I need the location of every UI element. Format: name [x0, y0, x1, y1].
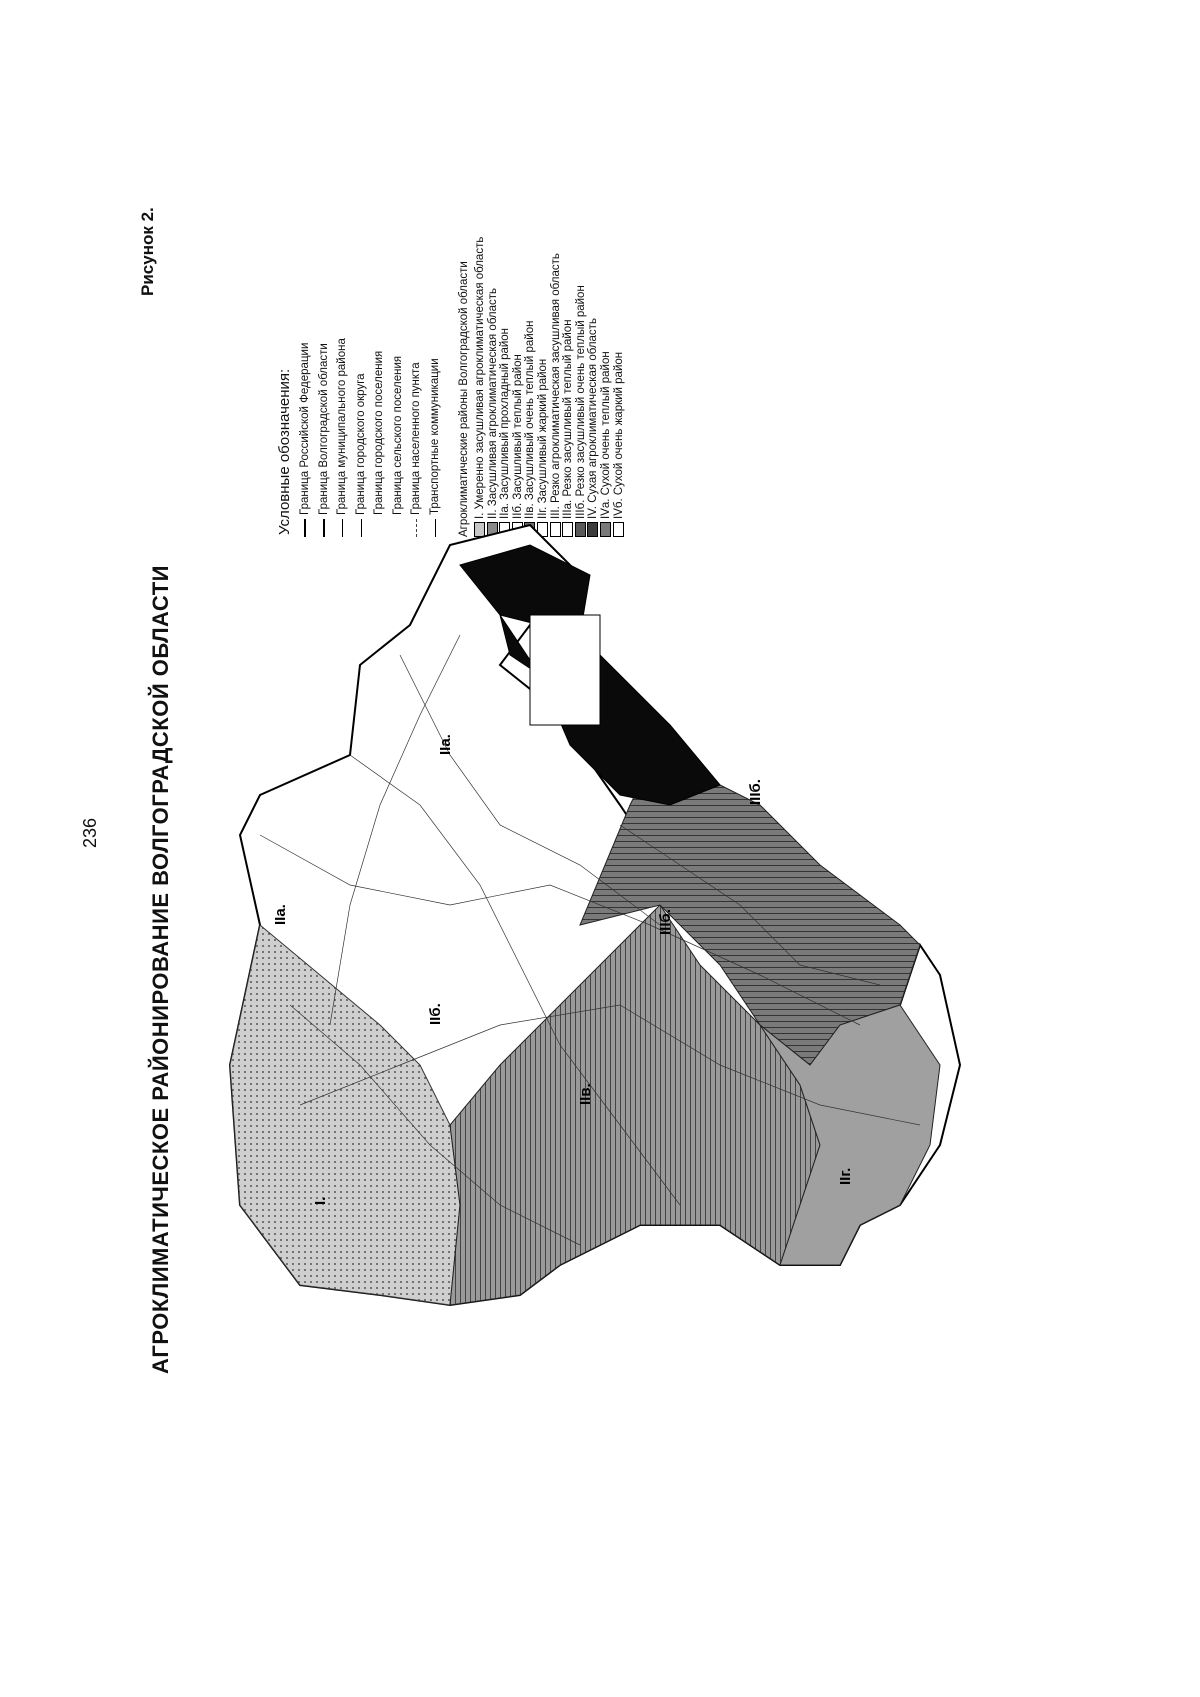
zone-label-iiv: IIв. [577, 1083, 594, 1105]
zone-label-iia-right: IIа. [437, 734, 454, 755]
legend-zone-label: I. Умеренно засушливая агроклиматическая область [473, 236, 486, 519]
map-svg [200, 505, 990, 1315]
map-title: АГРОКЛИМАТИЧЕСКОЕ РАЙОНИРОВАНИЕ ВОЛГОГРАДСКОЙ ОБЛАСТИ [148, 565, 173, 1374]
zone-label-iiib-center: IIIб. [657, 909, 674, 935]
legend-line-label: Граница сельского поселения [391, 355, 404, 515]
legend-zone-label: IVа. Сухой очень теплый район [599, 351, 612, 519]
zone-label-iib: IIб. [427, 1003, 444, 1025]
legend-title: Условные обозначения: [276, 368, 293, 535]
legend-zone-label: IIIа. Резко засушливый теплый район [561, 319, 574, 519]
page-number: 236 [80, 817, 100, 848]
legend-line-label: Транспортные коммуникации [428, 358, 441, 515]
legend-line-label: Граница муниципального района [336, 338, 348, 515]
zone-label-iva: IVа. [497, 718, 514, 745]
legend-zones-heading: Агроклиматические районы Волгоградской области [458, 261, 470, 537]
legend-line-label: Граница Российской Федерации [299, 342, 311, 515]
legend-zone-label: IIа. Засушливый прохладный район [498, 327, 511, 519]
legend-zone-label: II. Засушливая агроклиматическая область [486, 287, 499, 519]
legend-zone-label: IV. Сухая агроклиматическая область [586, 318, 599, 519]
zone-IVb-blank [530, 615, 600, 725]
legend-zone-label: III. Резко агроклиматическая засушливая область [549, 253, 562, 519]
legend-zone-label: IIб. Засушливый теплый район [511, 354, 524, 519]
legend-zone-item [574, 285, 587, 537]
agroclimatic-map [200, 505, 990, 1315]
legend-zone-item [486, 288, 499, 537]
zone-label-i: I. [312, 1196, 329, 1205]
legend-line-label: Граница городского округа [354, 373, 367, 515]
zone-label-iiib-right: IIIб. [747, 779, 764, 805]
legend-line-label: Граница населенного пункта [410, 362, 422, 515]
legend-zone-label: IIв. Засушливый очень теплый район [523, 320, 536, 519]
figure-label: Рисунок 2. [138, 207, 157, 296]
zone-label-iig: IIг. [837, 1167, 854, 1185]
legend-line-label: Граница Волгоградской области [317, 343, 330, 515]
legend-zone-label: IIг. Засушливый жаркий район [536, 358, 549, 519]
legend-zone-label: IIIб. Резко засушливый очень теплый район [574, 285, 587, 519]
legend-line-label: Граница городского поселения [373, 350, 385, 515]
legend-zone-item [473, 237, 486, 537]
legend-zone-item [549, 253, 562, 537]
legend-zone-label: IVб. Сухой очень жаркий район [612, 351, 625, 519]
zone-label-iia-left: IIа. [272, 904, 289, 925]
